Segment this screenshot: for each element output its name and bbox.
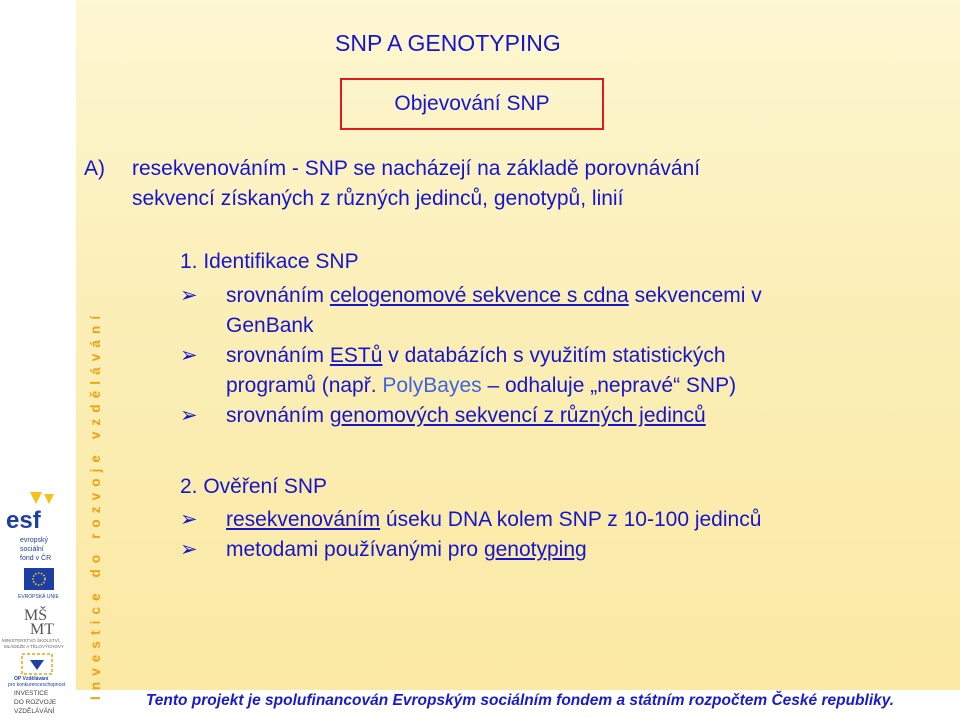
svg-text:EVROPSKÁ UNIE: EVROPSKÁ UNIE	[18, 594, 59, 600]
svg-text:evropský: evropský	[20, 537, 49, 544]
section1-list	[180, 281, 900, 431]
arrow-bullet-icon: ➢	[180, 344, 198, 367]
section1-heading: 1. Identifikace SNP	[180, 250, 359, 273]
msmt-logo	[2, 605, 64, 649]
svg-text:pro konkurenceschopnost: pro konkurenceschopnost	[8, 682, 66, 688]
subtitle-box	[340, 78, 604, 130]
svg-text:MINISTERSTVO ŠKOLSTVÍ,: MINISTERSTVO ŠKOLSTVÍ,	[2, 638, 61, 643]
subtitle: Objevování SNP	[394, 92, 550, 115]
link[interactable]: resekvenováním	[226, 508, 381, 531]
link[interactable]: genotyping	[483, 538, 587, 561]
svg-text:VZDĚLÁVÁNÍ: VZDĚLÁVÁNÍ	[14, 708, 55, 715]
list-item: ➢ resekvenováním úseku DNA kolem SNP z 10-100 jedinců	[180, 505, 900, 535]
svg-text:OP Vzdělávání: OP Vzdělávání	[14, 676, 49, 682]
svg-text:INVESTICE: INVESTICE	[14, 690, 49, 697]
esf-logo	[6, 492, 54, 562]
svg-text:fond v ČR: fond v ČR	[20, 555, 52, 562]
svg-text:DO ROZVOJE: DO ROZVOJE	[14, 699, 57, 706]
section-a-text	[132, 154, 700, 214]
list-item: ➢ srovnáním ESTů v databázích s využitím statistických	[180, 341, 900, 371]
link[interactable]: ESTů	[329, 344, 383, 367]
arrow-bullet-icon: ➢	[180, 538, 198, 561]
investice-logo	[14, 690, 57, 715]
arrow-bullet-icon: ➢	[180, 404, 198, 427]
vertical-slogan: Investice do rozvoje vzdělávání	[88, 309, 103, 700]
list-item-cont: GenBank	[226, 314, 314, 337]
svg-text:MŠ: MŠ	[24, 607, 48, 624]
list-item: ➢ srovnáním genomových sekvencí z různých jedinců	[180, 401, 900, 431]
footer-text: Tento projekt je spolufinancován Evropským sociálním fondem a státním rozpočtem České republiky.	[145, 692, 895, 709]
link[interactable]: PolyBayes	[382, 374, 482, 397]
list-item: ➢ srovnáním celogenomové sekvence s cdna sekvencemi v	[180, 281, 900, 311]
section-a-line1: resekvenováním - SNP se nacházejí na základě porovnávání	[132, 157, 701, 180]
link[interactable]: genomových sekvencí z různých jedinců	[329, 404, 706, 427]
svg-text:esf: esf	[6, 507, 41, 534]
section2-heading: 2. Ověření SNP	[180, 475, 328, 498]
svg-text:sociální: sociální	[20, 546, 44, 553]
arrow-bullet-icon: ➢	[180, 284, 198, 307]
svg-text:MLÁDEŽE A TĚLOVÝCHOVY: MLÁDEŽE A TĚLOVÝCHOVY	[4, 644, 64, 649]
section-a-line2: sekvencí získaných z různých jedinců, genotypů, linií	[132, 187, 624, 210]
arrow-bullet-icon: ➢	[180, 508, 198, 531]
eu-flag-icon	[18, 568, 60, 600]
page-title: SNP A GENOTYPING	[335, 30, 561, 56]
section2-list	[180, 505, 900, 565]
link[interactable]: celogenomové sekvence s cdna	[329, 284, 629, 307]
svg-text:MT: MT	[30, 621, 54, 638]
op-vk-logo	[8, 654, 66, 688]
list-item-cont: programů (např. PolyBayes – odhaluje „nepravé“ SNP)	[226, 374, 737, 397]
section-a-label: A)	[84, 157, 105, 180]
logo-strip	[0, 490, 76, 722]
list-item: ➢ metodami používanými pro genotyping	[180, 535, 900, 565]
